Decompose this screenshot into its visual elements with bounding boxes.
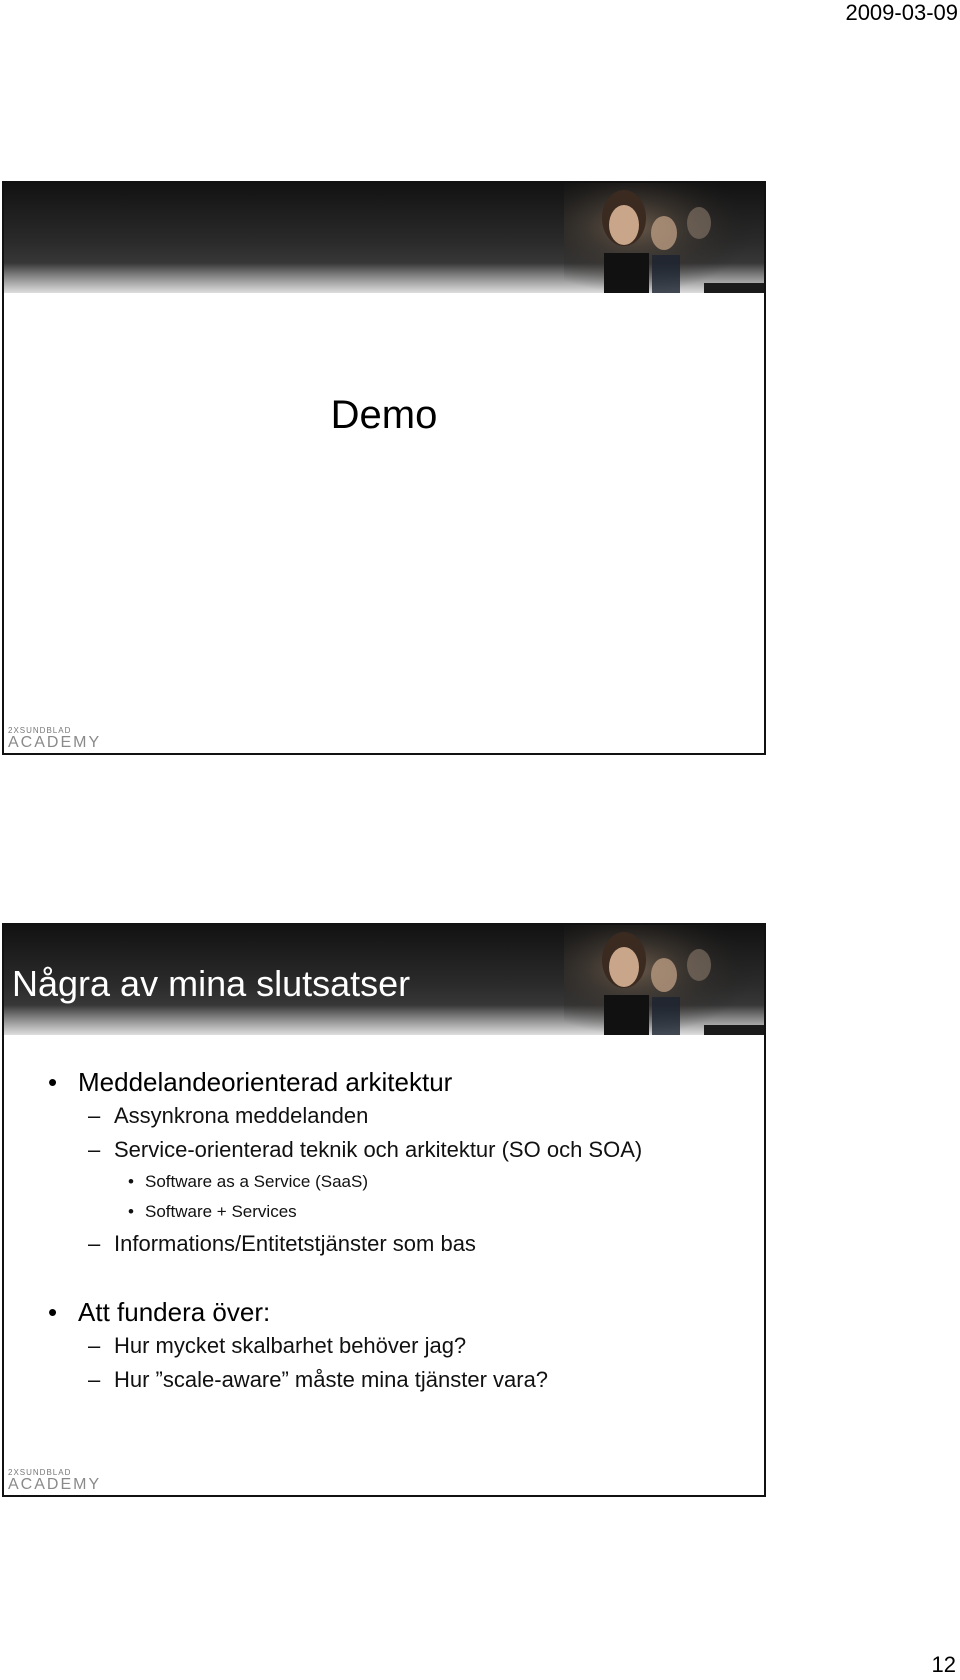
academy-logo — [8, 727, 101, 751]
people-photo — [564, 183, 764, 293]
logo-small-text: 2XSUNDBLAD — [8, 726, 72, 735]
dash-icon: – — [88, 1333, 101, 1358]
bullet-text: Att fundera över: — [78, 1297, 271, 1327]
logo-big-text: ACADEMY — [8, 1476, 102, 1493]
sub-bullet-item — [44, 1363, 754, 1397]
page-number: 12 — [931, 1652, 956, 1677]
logo-big-text: ACADEMY — [8, 734, 102, 751]
slide-title: Några av mina slutsatser — [12, 963, 411, 1004]
bullet-item — [44, 1295, 754, 1329]
logo-small-text: 2XSUNDBLAD — [8, 1468, 72, 1477]
bullet-icon: • — [48, 1067, 58, 1097]
sub-bullet-item — [44, 1133, 754, 1167]
sub-bullet-item — [44, 1329, 754, 1363]
bullet-text: Meddelandeorienterad arkitektur — [78, 1067, 453, 1097]
bullet-icon: • — [128, 1172, 134, 1191]
dash-icon: – — [88, 1103, 101, 1128]
sub-sub-bullet-item — [44, 1167, 754, 1197]
sub-bullet-text: Informations/Entitetstjänster som bas — [114, 1231, 476, 1256]
dash-icon: – — [88, 1367, 101, 1392]
sub-bullet-text: Service-orienterad teknik och arkitektur (SO och SOA) — [114, 1137, 643, 1162]
sub-bullet-text: Assynkrona meddelanden — [114, 1103, 369, 1128]
slide-demo — [2, 181, 766, 755]
sub-bullet-item — [44, 1099, 754, 1133]
people-photo — [564, 925, 764, 1035]
dash-icon: – — [88, 1231, 101, 1256]
bullet-icon: • — [48, 1297, 58, 1327]
bullet-list — [44, 1065, 754, 1397]
sub-sub-bullet-item — [44, 1197, 754, 1227]
slide-title: Demo — [330, 393, 438, 437]
sub-bullet-text: Hur ”scale-aware” måste mina tjänster vara? — [114, 1367, 549, 1392]
sub-bullet-text: Hur mycket skalbarhet behöver jag? — [114, 1333, 467, 1358]
banner-edge — [704, 283, 764, 293]
banner-edge — [704, 1025, 764, 1035]
page-date: 2009-03-09 — [845, 0, 958, 25]
bullet-item — [44, 1065, 754, 1099]
sub-sub-bullet-text: Software as a Service (SaaS) — [145, 1172, 368, 1191]
slide-conclusions — [2, 923, 766, 1497]
dash-icon: – — [88, 1137, 101, 1162]
sub-bullet-item — [44, 1227, 754, 1261]
bullet-icon: • — [128, 1202, 134, 1221]
academy-logo — [8, 1469, 101, 1493]
sub-sub-bullet-text: Software + Services — [145, 1202, 297, 1221]
